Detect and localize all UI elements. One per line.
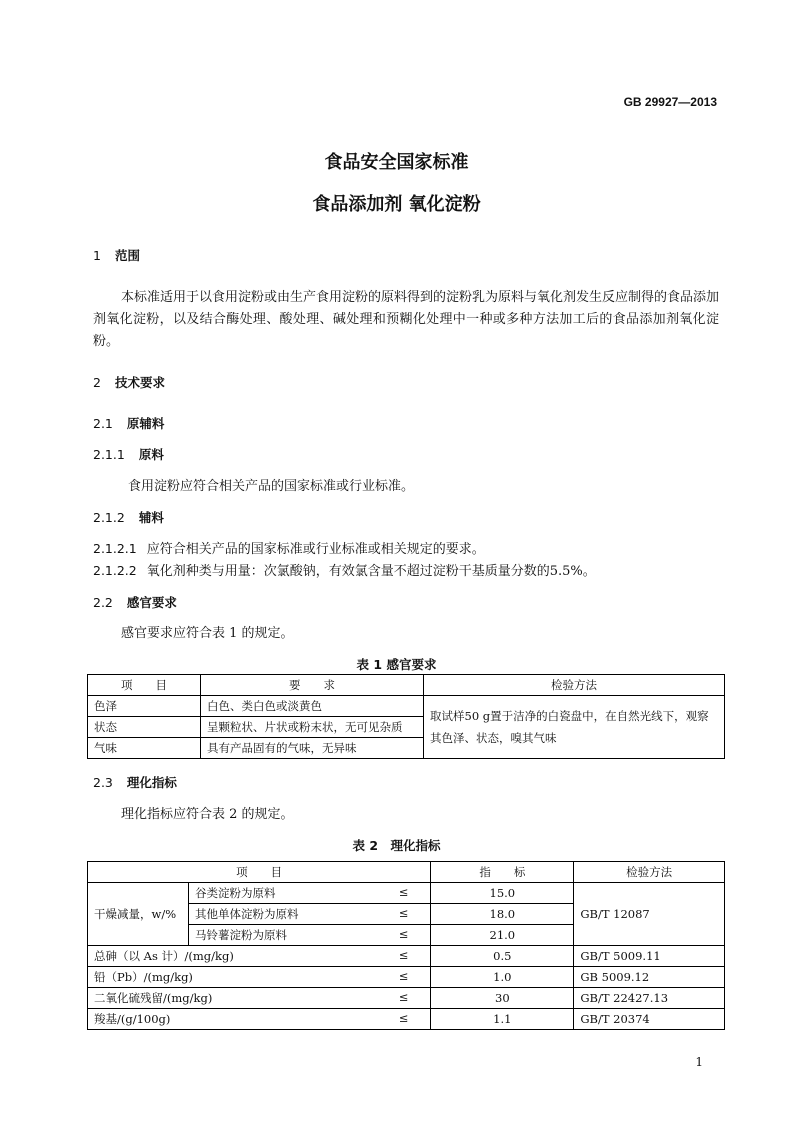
section-1-text: 本标准适用于以食用淀粉或由生产食用淀粉的原料得到的淀粉乳为原料与氧化剂发生反应制得的食品添加剂氧化淀粉，以及结合酶处理、酸处理、碱处理和预糊化处理中一种或多种方法加工后的食品添加剂氧化淀粉。 [93,290,720,349]
method-cell: GB/T 20374 [574,1009,725,1030]
item-cell [88,988,431,1009]
item-cell [88,967,431,988]
item-label: 羧基/(g/100g) [94,1012,171,1026]
section-number: 2 [93,375,101,390]
section-number: 2.1.2 [93,510,125,525]
section-number: 1 [93,248,101,263]
item-label: 铅（Pb）/(mg/kg) [94,970,193,984]
section-2-2-heading [93,593,177,611]
comparison-symbol: ≤ [398,885,409,899]
section-2-1-2-1 [93,538,485,561]
group-label-cell: 干燥减量，w/% [88,883,189,946]
section-2-heading [93,373,165,391]
section-title: 技术要求 [114,375,165,390]
subitem-label: 马铃薯淀粉为原料 [195,928,287,942]
section-title: 原料 [138,447,164,462]
header-cell: 指 标 [431,862,574,883]
value-cell: 0.5 [431,946,574,967]
table-1 [87,674,725,759]
clause-number: 2.1.2.1 [93,541,137,556]
section-title: 理化指标 [126,775,177,790]
requirement-cell: 白色、类白色或淡黄色 [201,696,424,717]
method-cell: GB/T 5009.11 [574,946,725,967]
item-label: 总砷（以 As 计）/(mg/kg) [94,949,234,963]
comparison-symbol: ≤ [398,1011,409,1025]
section-title: 范围 [114,248,140,263]
value-cell: 1.0 [431,967,574,988]
header-cell: 检验方法 [424,675,725,696]
section-2-3-heading [93,773,177,791]
section-2-2-text: 感官要求应符合表 1 的规定。 [121,626,294,641]
requirement-cell: 具有产品固有的气味，无异味 [201,738,424,759]
table-1-caption: 表 1 感官要求 [356,657,437,672]
table-2 [87,861,725,1030]
comparison-symbol: ≤ [398,969,409,983]
table-header-row [88,862,725,883]
section-number: 2.1.1 [93,447,125,462]
table-header-row [88,675,725,696]
method-cell: 取试样50 g置于洁净的白瓷盘中，在自然光线下，观察其色泽、状态，嗅其气味 [424,696,725,759]
item-cell: 色泽 [88,696,201,717]
section-title: 辅料 [138,510,164,525]
method-cell: GB/T 12087 [574,883,725,946]
table-row [88,988,725,1009]
subitem-label: 其他单体淀粉为原料 [195,907,299,921]
subitem-label: 谷类淀粉为原料 [195,886,276,900]
item-cell [88,1009,431,1030]
comparison-symbol: ≤ [398,927,409,941]
section-2-1-heading [93,414,164,432]
section-number: 2.2 [93,595,113,610]
table-row [88,883,725,904]
section-2-1-1-heading [93,445,164,463]
value-cell: 1.1 [431,1009,574,1030]
section-title: 原辅料 [126,416,165,431]
subitem-cell [189,883,431,904]
table-row [88,696,725,717]
value-cell: 21.0 [431,925,574,946]
subitem-cell [189,904,431,925]
value-cell: 30 [431,988,574,1009]
header-cell: 检验方法 [574,862,725,883]
document-title: 食品安全国家标准 [324,152,469,173]
method-cell: GB/T 22427.13 [574,988,725,1009]
clause-text: 氧化剂种类与用量：次氯酸钠，有效氯含量不超过淀粉干基质量分数的5.5%。 [146,564,596,579]
header-cell: 项 目 [88,862,431,883]
document-subtitle: 食品添加剂 氧化淀粉 [312,194,481,215]
item-label: 二氧化硫残留/(mg/kg) [94,991,213,1005]
item-cell: 状态 [88,717,201,738]
section-title: 感官要求 [126,595,177,610]
item-cell [88,946,431,967]
table-row [88,1009,725,1030]
header-cell: 要 求 [201,675,424,696]
method-cell: GB 5009.12 [574,967,725,988]
item-cell: 气味 [88,738,201,759]
section-1-heading [93,246,140,264]
section-2-1-2-heading [93,508,164,526]
section-2-1-2-2 [93,560,596,583]
value-cell: 18.0 [431,904,574,925]
section-number: 2.1 [93,416,113,431]
standard-number: GB 29927—2013 [623,95,717,109]
comparison-symbol: ≤ [398,948,409,962]
section-2-3-text: 理化指标应符合表 2 的规定。 [121,807,294,822]
comparison-symbol: ≤ [398,906,409,920]
section-number: 2.3 [93,775,113,790]
table-row [88,946,725,967]
section-2-1-1-text: 食用淀粉应符合相关产品的国家标准或行业标准。 [128,479,415,494]
page-number: 1 [695,1055,703,1069]
comparison-symbol: ≤ [398,990,409,1004]
header-cell: 项 目 [88,675,201,696]
value-cell: 15.0 [431,883,574,904]
subitem-cell [189,925,431,946]
table-2-caption: 表 2 理化指标 [352,838,441,853]
requirement-cell: 呈颗粒状、片状或粉末状，无可见杂质 [201,717,424,738]
clause-number: 2.1.2.2 [93,563,137,578]
table-row [88,967,725,988]
clause-text: 应符合相关产品的国家标准或行业标准或相关规定的要求。 [146,542,485,557]
